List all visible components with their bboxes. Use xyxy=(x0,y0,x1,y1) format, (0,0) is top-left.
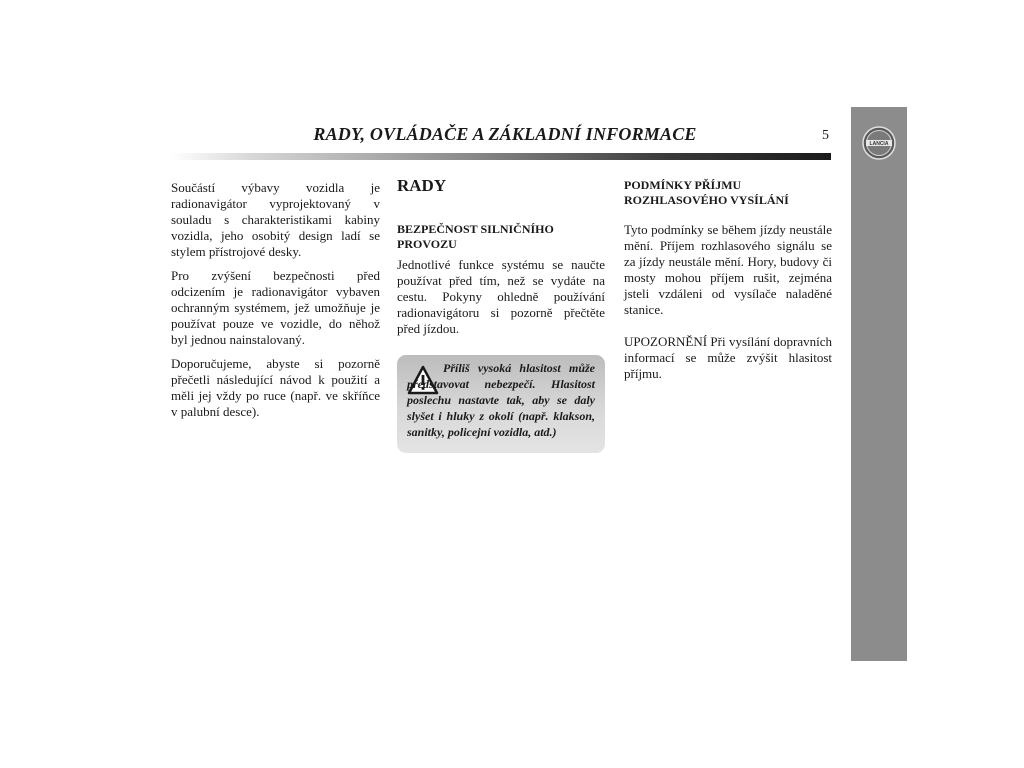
page-title: RADY, OVLÁDAČE A ZÁKLADNÍ INFORMACE xyxy=(313,124,697,144)
note-paragraph: UPOZORNĚNÍ Při vysílání dopravních informací se může zvýšit hlasitost příjmu. xyxy=(624,334,832,381)
paragraph: Jednotlivé funkce systému se naučte používat před tím, než se vydáte na cestu. Pokyny ohledně používání radionavigátoru si pozorně přečtěte před jízdou. xyxy=(397,257,605,336)
logo-text: LANCIA xyxy=(869,141,889,147)
column-3 xyxy=(624,178,832,390)
column-1 xyxy=(171,180,380,428)
lancia-logo xyxy=(862,126,896,160)
warning-box xyxy=(397,355,605,453)
paragraph: Doporučujeme, abyste si pozorně přečetli následující návod k použití a měli jej vždy po ruce (např. ve skříňce v palubní desce). xyxy=(171,356,380,419)
subsection-heading: PODMÍNKY PŘÍJMU ROZHLASOVÉHO VYSÍLÁNÍ xyxy=(624,178,789,207)
column-2 xyxy=(397,176,605,345)
page-number: 5 xyxy=(822,128,829,143)
paragraph: Součástí výbavy vozidla je radionavigátor vyprojektovaný v souladu s charakteristikami kabiny vozidla, jeho osobitý design ladí se stylem přístrojové desky. xyxy=(171,180,380,259)
side-tab xyxy=(851,107,907,661)
warning-text: Příliš vysoká hlasitost může představovat nebezpečí. Hlasitost poslechu nastavte tak, aby se daly slyšet i hluky z okolí (např. klakson, sanitky, policejní vozidla, atd.) xyxy=(407,361,595,439)
subsection-heading: BEZPEČNOST SILNIČNÍHO PROVOZU xyxy=(397,222,554,251)
section-heading: RADY xyxy=(397,176,447,195)
paragraph: Pro zvýšení bezpečnosti před odcizením je radionavigátor vybaven ochranným systémem, jež umožňuje je používat pouze ve vozidle, do něhož byl jednou nainstalovaný. xyxy=(171,268,380,347)
paragraph: Tyto podmínky se během jízdy neustále mění. Příjem rozhlasového signálu se za jízdy neustále mění. Hory, budovy či mosty mohou příjem rušit, zejména jsteli vzdáleni od vysílače naladěné stanice. xyxy=(624,222,832,317)
header-rule xyxy=(171,153,831,160)
